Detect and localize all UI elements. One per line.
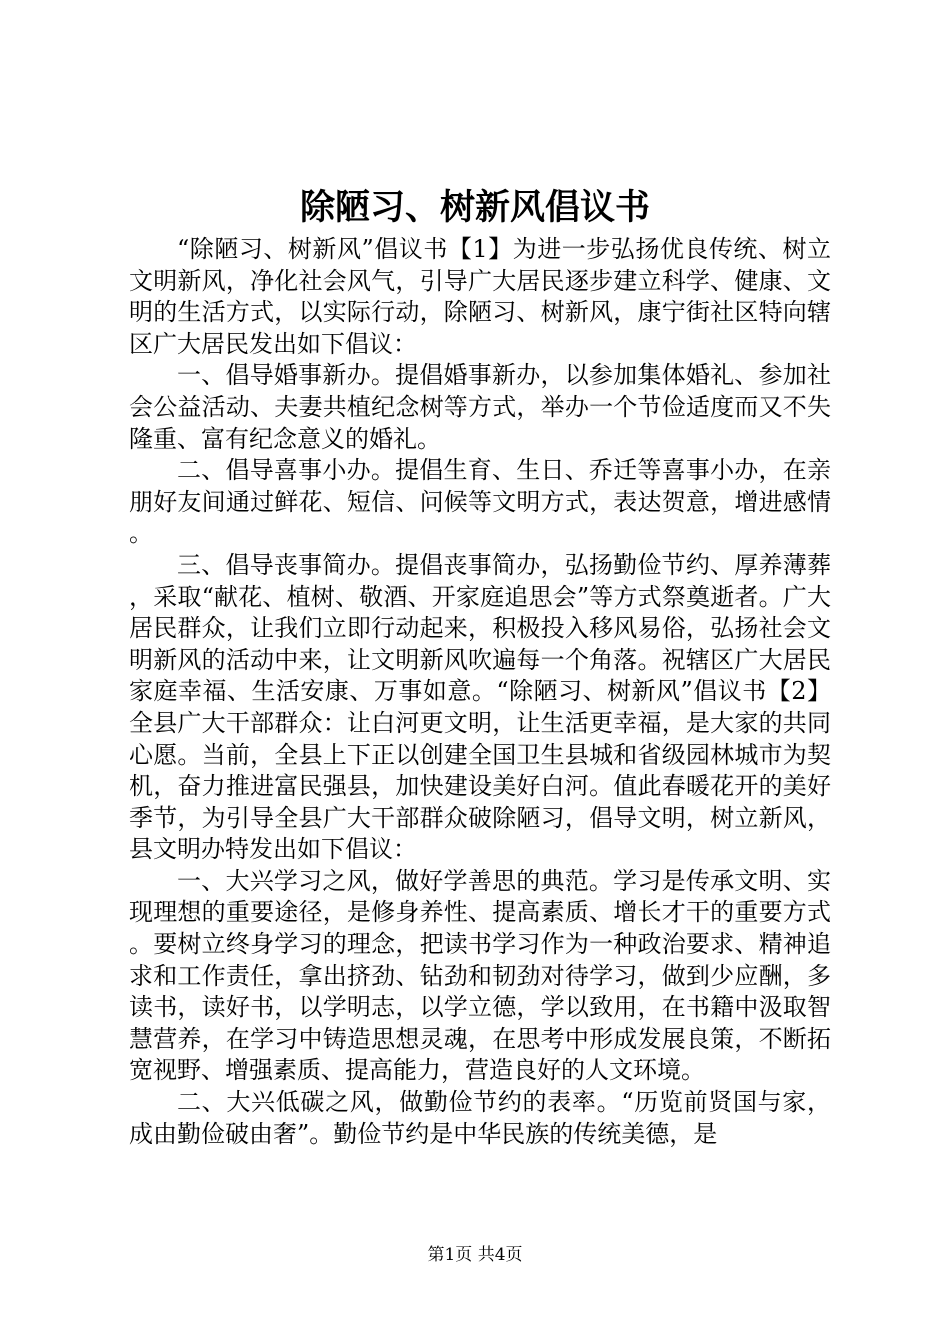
paragraph-low-carbon: 二、大兴低碳之风，做勤俭节约的表率。“历览前贤国与家，成由勤俭破由奢”。勤俭节约是中华民族的传统美德，是: [129, 1088, 831, 1148]
paragraph-intro: “除陋习、树新风”倡议书【1】为进一步弘扬优良传统、树立文明新风，净化社会风气，引导广大居民逐步建立科学、健康、文明的生活方式，以实际行动，除陋习、树新风，康宁街社区特向辖区广大居民发出如下倡议：: [129, 235, 831, 358]
paragraph-celebration: 二、倡导喜事小办。提倡生育、生日、乔迁等喜事小办，在亲朋好友间通过鲜花、短信、问候等文明方式，表达贺意，增进感情。: [129, 456, 831, 548]
paragraph-study: 一、大兴学习之风，做好学善思的典范。学习是传承文明、实现理想的重要途径，是修身养性、提高素质、增长才干的重要方式。要树立终身学习的理念，把读书学习作为一种政治要求、精神追求和工作责任，拿出挤劲、钻劲和韧劲对待学习，做到少应酬，多读书，读好书，以学明志，以学立德，学以致用，在书籍中汲取智慧营养，在学习中铸造思想灵魂，在思考中形成发展良策，不断拓宽视野、增强素质、提高能力，营造良好的人文环境。: [129, 866, 831, 1085]
document-body: [129, 234, 831, 1150]
paragraph-funeral: 三、倡导丧事简办。提倡丧事简办，弘扬勤俭节约、厚养薄葬，采取“献花、植树、敬酒、开家庭追思会”等方式祭奠逝者。广大居民群众，让我们立即行动起来，积极投入移风易俗，弘扬社会文明新风的活动中来，让文明新风吹遍每一个角落。祝辖区广大居民家庭幸福、生活安康、万事如意。“除陋习、树新风”倡议书【2】全县广大干部群众：让白河更文明，让生活更幸福，是大家的共同心愿。当前，全县上下正以创建全国卫生县城和省级园林城市为契机，奋力推进富民强县，加快建设美好白河。值此春暖花开的美好季节，为引导全县广大干部群众破除陋习，倡导文明，树立新风，县文明办特发出如下倡议：: [129, 550, 831, 864]
document-title: 除陋习、树新风倡议书: [299, 187, 650, 228]
page-footer: 第1页 共4页: [427, 1245, 523, 1265]
paragraph-wedding: 一、倡导婚事新办。提倡婚事新办，以参加集体婚礼、参加社会公益活动、夫妻共植纪念树等方式，举办一个节俭适度而又不失隆重、富有纪念意义的婚礼。: [129, 361, 831, 453]
